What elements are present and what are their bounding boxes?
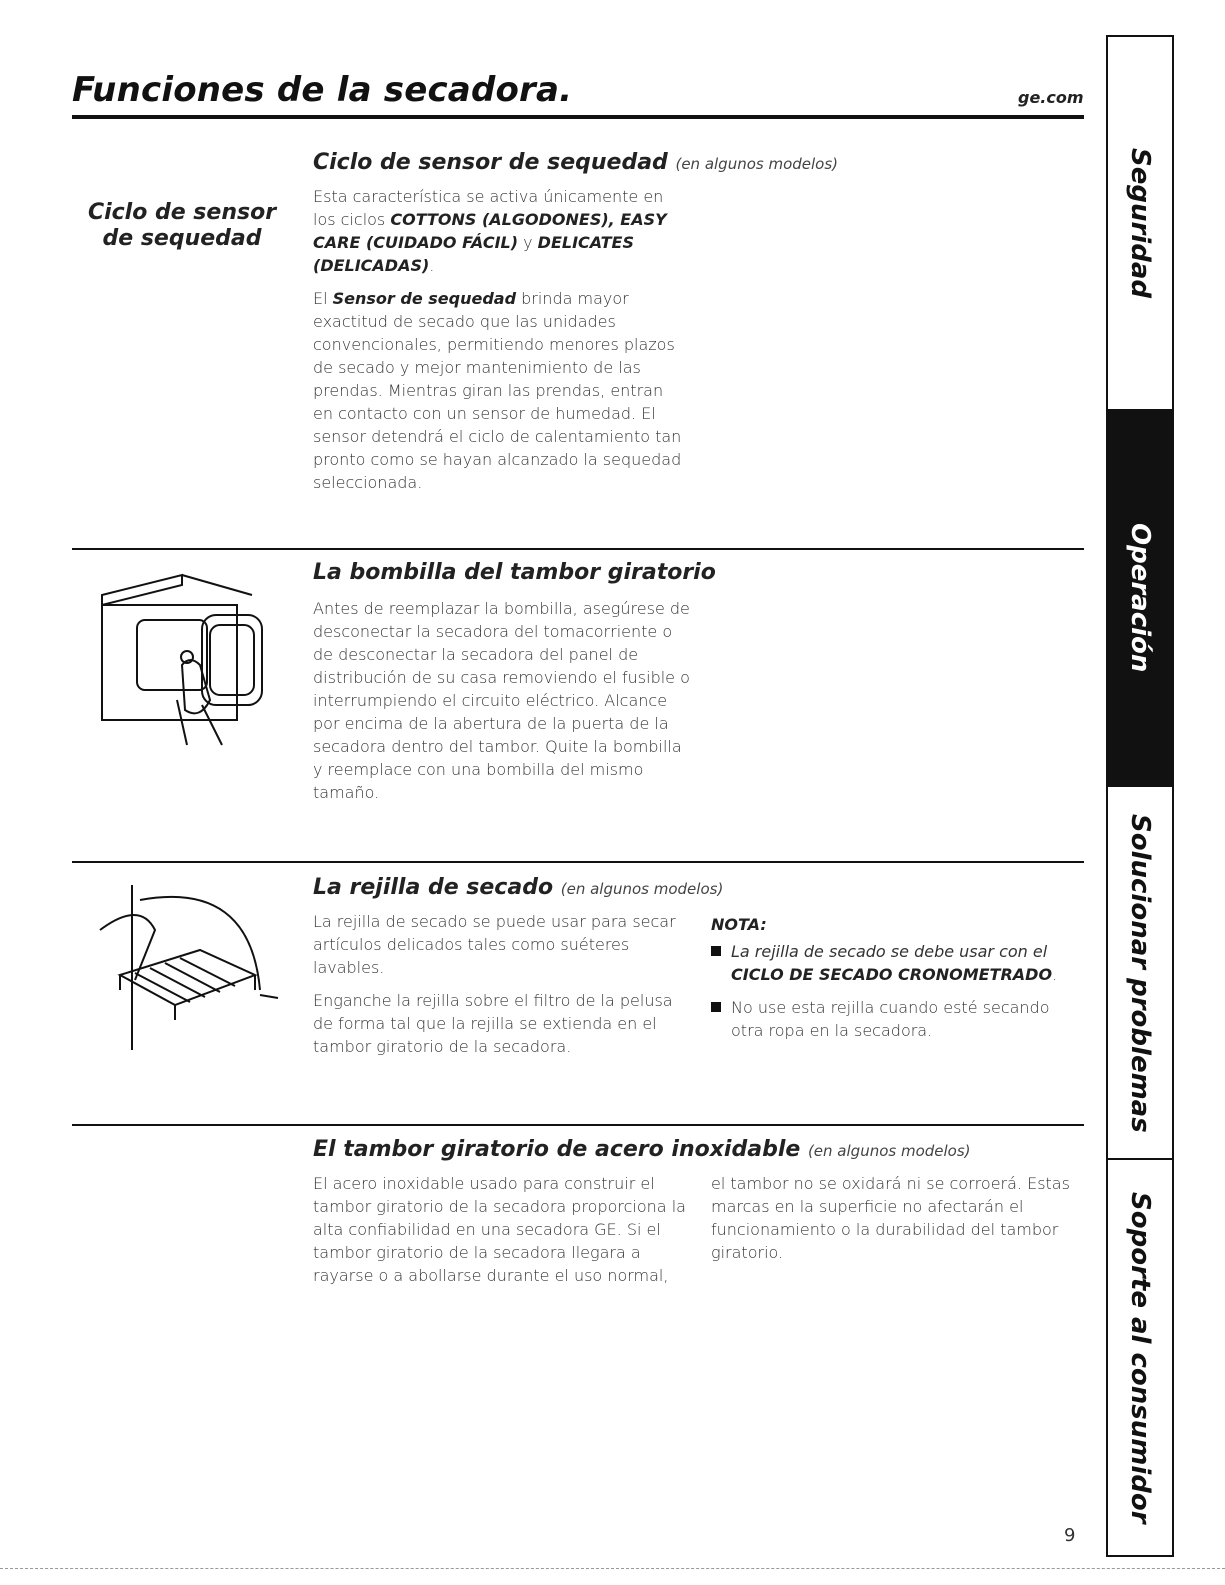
section-title-text: Ciclo de sensor de sequedad (313, 150, 668, 175)
page-number: 9 (1064, 1525, 1076, 1546)
dryer-bulb-illustration (92, 565, 282, 765)
text: y (518, 233, 538, 252)
text: La rejilla de secado se debe usar con el (731, 942, 1048, 961)
bulb-body: Antes de reemplazar la bombilla, asegúrese de desconectar la secadora del tomacorriente o de desconectar la secadora del panel de distribución de su casa removiendo el fusible o interrumpiendo el circuito eléctrico. Alcance por encima de la abertura de la puerta de la secadora dentro del tambor. Quite la bombilla y reemplace con una bombilla del mismo tamaño. (313, 599, 690, 802)
tab-label: Solucionar problemas (1125, 813, 1155, 1133)
sensor-term: Sensor de sequedad (332, 289, 517, 308)
cycle-names: DELICATES (DELICADAS) (313, 233, 634, 275)
section-tabs (1106, 35, 1174, 1557)
section-title-note: (en algunos modelos) (675, 155, 839, 173)
site-url: ge.com (1018, 88, 1084, 107)
rack-paragraph-2: Enganche la rejilla sobre el filtro de la pelusa de forma tal que la rejilla se extienda en el tambor giratorio de la secadora. (313, 991, 673, 1056)
steel-col-2: el tambor no se oxidará ni se corroerá. Estas marcas en la superficie no afectarán el funcionamiento o la durabilidad del tambor giratorio. (711, 1174, 1070, 1262)
bullet-icon (711, 1002, 721, 1012)
tab-label: Soporte al consumidor (1125, 1191, 1155, 1524)
tab-label: Operación (1125, 523, 1155, 673)
text: en los ciclos (313, 187, 664, 229)
tab-label: Seguridad (1125, 148, 1155, 298)
section-title-note: (en algunos modelos) (807, 1142, 971, 1160)
note-heading: NOTA: (711, 915, 767, 934)
note-item-1 (711, 940, 1081, 986)
section-divider (72, 861, 1084, 863)
bullet-icon (711, 946, 721, 956)
steel-col-1: El acero inoxidable usado para construir el tambor giratorio de la secadora proporciona la alta confiabilidad en una secadora GE. Si el tambor giratorio de la secadora llegara a rayarse o a abollarse durante el uso normal, (313, 1174, 686, 1285)
rack-body (313, 910, 693, 1068)
drying-rack-illustration (80, 880, 280, 1055)
tab-soporte-al-consumidor[interactable] (1108, 1160, 1172, 1555)
section-divider (72, 1124, 1084, 1126)
text: . (1052, 965, 1058, 984)
tab-operacion[interactable] (1108, 409, 1172, 787)
section-title-bulb: La bombilla del tambor giratorio (313, 560, 716, 585)
section-title-rack (313, 875, 723, 900)
section-title-text: La rejilla de secado (313, 875, 554, 900)
section-title-steel (313, 1137, 971, 1162)
page-title: Funciones de la secadora. (72, 70, 573, 110)
tab-seguridad[interactable] (1108, 37, 1172, 409)
side-label-line-2: de sequedad (102, 226, 262, 251)
header-rule (72, 115, 1084, 119)
text: Esta característica se activa únicamente (313, 187, 639, 206)
section-title-sensor (313, 150, 838, 175)
rack-paragraph-1: La rejilla de secado se puede usar para secar artículos delicados tales como suéteres lavables. (313, 912, 676, 977)
sensor-paragraph-1 (313, 185, 683, 277)
section-divider (72, 548, 1084, 550)
sensor-paragraph-2 (313, 287, 683, 494)
section-title-text: El tambor giratorio de acero inoxidable (313, 1137, 801, 1162)
side-label-sensor (72, 200, 292, 252)
text: El (313, 289, 333, 308)
cycle-name: CICLO DE SECADO CRONOMETRADO (731, 965, 1053, 984)
section-title-note: (en algunos modelos) (560, 880, 724, 898)
sensor-body (313, 185, 683, 504)
cycle-names: COTTONS (ALGODONES), EASY CARE (CUIDADO FÁCIL) (313, 210, 667, 252)
side-label-line-1: Ciclo de sensor (87, 200, 277, 225)
rack-note (711, 913, 1081, 1052)
tab-solucionar-problemas[interactable] (1108, 787, 1172, 1159)
note-item-2 (711, 996, 1081, 1042)
page-edge (0, 1568, 1225, 1569)
text: brinda mayor exactitud de secado que las unidades convencionales, permitiendo menores plazos de secado y mejor mantenimiento de las prendas. Mientras giran las prendas, entran en contacto con un sensor de humedad. El sensor detendrá el ciclo de calentamiento tan pronto como se hayan alcanzado la sequedad seleccionada. (313, 289, 682, 492)
text: . (429, 256, 435, 275)
text: No use esta rejilla cuando esté secando otra ropa en la secadora. (731, 998, 1050, 1040)
